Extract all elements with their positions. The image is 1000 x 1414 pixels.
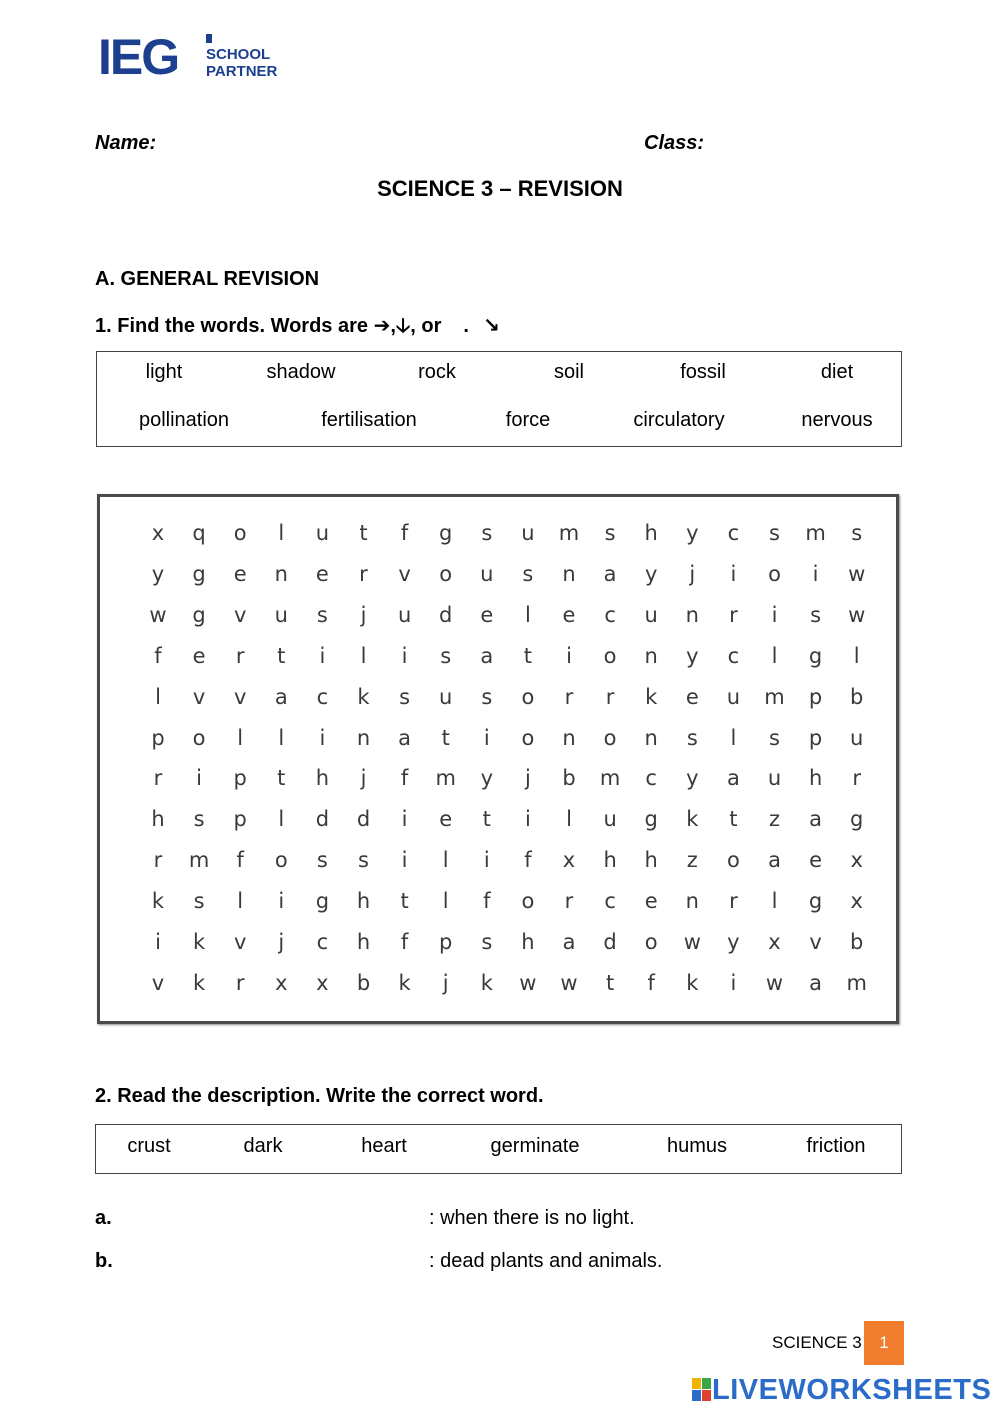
- grid-letter[interactable]: u: [850, 725, 864, 750]
- grid-letter[interactable]: l: [237, 889, 244, 914]
- school-logo: [98, 30, 298, 86]
- grid-letter[interactable]: b: [562, 766, 576, 791]
- grid-letter[interactable]: v: [233, 684, 247, 709]
- question-1-text: 1. Find the words. Words are: [95, 315, 374, 337]
- grid-letter[interactable]: s: [193, 889, 205, 914]
- grid-letter[interactable]: a: [768, 848, 781, 873]
- grid-letter[interactable]: t: [482, 807, 491, 832]
- question-1-dot: .: [463, 315, 469, 337]
- grid-letter[interactable]: s: [399, 684, 411, 709]
- grid-letter[interactable]: r: [235, 970, 245, 995]
- grid-letter[interactable]: s: [193, 807, 205, 832]
- grid-letter[interactable]: d: [603, 930, 617, 954]
- grid-letter[interactable]: u: [644, 602, 658, 627]
- grid-letter[interactable]: p: [808, 684, 823, 709]
- grid-letter[interactable]: n: [274, 561, 288, 586]
- grid-letter[interactable]: t: [605, 970, 615, 995]
- grid-letter[interactable]: k: [686, 970, 699, 995]
- grid-letter[interactable]: v: [233, 602, 247, 627]
- grid-letter[interactable]: u: [397, 602, 412, 627]
- grid-letter[interactable]: f: [483, 889, 491, 914]
- grid-letter[interactable]: o: [726, 848, 740, 873]
- bank-word: soil: [553, 361, 585, 383]
- grid-letter[interactable]: l: [771, 889, 778, 914]
- grid-letter[interactable]: l: [442, 848, 449, 873]
- grid-letter[interactable]: c: [604, 889, 616, 914]
- grid-letter[interactable]: e: [315, 561, 329, 586]
- grid-letter[interactable]: c: [645, 766, 657, 791]
- grid-letter[interactable]: n: [356, 725, 371, 750]
- grid-letter[interactable]: j: [689, 561, 696, 586]
- grid-letter[interactable]: s: [522, 561, 534, 586]
- grid-letter[interactable]: m: [188, 848, 210, 873]
- grid-letter[interactable]: d: [439, 602, 453, 627]
- grid-letter[interactable]: y: [727, 930, 740, 954]
- grid-letter[interactable]: p: [808, 725, 823, 750]
- grid-letter[interactable]: o: [768, 561, 781, 586]
- grid-letter[interactable]: v: [192, 684, 206, 709]
- bank-word: friction: [806, 1135, 866, 1157]
- grid-letter[interactable]: i: [319, 643, 326, 668]
- grid-letter[interactable]: s: [481, 684, 493, 709]
- grid-letter[interactable]: d: [315, 807, 330, 832]
- grid-letter[interactable]: k: [193, 970, 206, 995]
- grid-letter[interactable]: n: [562, 561, 576, 586]
- grid-letter[interactable]: v: [809, 930, 822, 954]
- grid-letter[interactable]: o: [274, 848, 288, 873]
- logo-brand: IEG: [98, 29, 179, 85]
- bank-word: fertilisation: [321, 409, 417, 431]
- grid-letter[interactable]: l: [524, 602, 531, 627]
- grid-letter[interactable]: b: [850, 930, 864, 954]
- grid-letter[interactable]: c: [727, 521, 740, 545]
- grid-letter[interactable]: o: [521, 725, 535, 750]
- question-2-prompt: 2. Read the description. Write the correct word.: [95, 1085, 544, 1107]
- grid-letter[interactable]: b: [850, 684, 864, 709]
- grid-letter[interactable]: w: [519, 970, 537, 995]
- grid-letter[interactable]: i: [730, 561, 737, 586]
- grid-letter[interactable]: r: [852, 766, 862, 791]
- grid-letter[interactable]: x: [316, 970, 329, 995]
- grid-letter[interactable]: f: [400, 766, 409, 791]
- grid-letter[interactable]: i: [483, 725, 490, 750]
- grid-letter[interactable]: w: [765, 970, 784, 995]
- grid-letter[interactable]: p: [233, 807, 247, 832]
- grid-letter[interactable]: m: [599, 766, 621, 791]
- grid-letter[interactable]: v: [151, 970, 165, 995]
- grid-letter[interactable]: k: [686, 807, 699, 832]
- grid-letter[interactable]: f: [524, 848, 532, 873]
- grid-letter[interactable]: h: [521, 930, 535, 954]
- grid-letter[interactable]: l: [278, 521, 285, 545]
- grid-letter[interactable]: a: [562, 930, 576, 954]
- grid-letter[interactable]: l: [360, 643, 367, 668]
- grid-letter[interactable]: k: [193, 930, 206, 954]
- grid-letter[interactable]: l: [771, 643, 778, 668]
- arrow-down-icon: 🡣: [395, 313, 411, 337]
- grid-letter[interactable]: l: [278, 725, 285, 750]
- grid-letter[interactable]: s: [440, 643, 452, 668]
- grid-letter[interactable]: h: [603, 848, 617, 873]
- grid-letter[interactable]: x: [275, 970, 288, 995]
- grid-letter[interactable]: i: [401, 807, 408, 832]
- grid-letter[interactable]: c: [316, 684, 329, 709]
- grid-letter[interactable]: p: [151, 725, 165, 750]
- grid-letter[interactable]: i: [730, 970, 737, 995]
- question-1-prompt: [95, 311, 500, 345]
- grid-letter[interactable]: y: [686, 643, 699, 668]
- grid-letter[interactable]: u: [521, 521, 535, 545]
- grid-letter[interactable]: h: [808, 766, 823, 791]
- grid-letter[interactable]: t: [441, 725, 450, 750]
- grid-letter[interactable]: r: [729, 602, 738, 627]
- grid-letter[interactable]: f: [400, 521, 409, 545]
- grid-letter[interactable]: g: [439, 521, 453, 545]
- grid-letter[interactable]: h: [356, 889, 371, 914]
- grid-letter[interactable]: i: [483, 848, 490, 873]
- page-number: 1: [864, 1321, 904, 1365]
- grid-letter[interactable]: y: [480, 766, 494, 791]
- liveworksheets-icon: [692, 1378, 712, 1402]
- grid-letter[interactable]: l: [730, 725, 737, 750]
- page-title: SCIENCE 3 – REVISION: [377, 176, 623, 201]
- grid-letter[interactable]: t: [277, 766, 286, 791]
- grid-letter[interactable]: f: [154, 643, 162, 668]
- grid-letter[interactable]: c: [727, 643, 740, 668]
- grid-letter[interactable]: o: [603, 725, 617, 750]
- grid-letter[interactable]: w: [560, 970, 578, 995]
- grid-letter[interactable]: s: [686, 725, 698, 750]
- grid-letter[interactable]: x: [151, 521, 165, 545]
- grid-letter[interactable]: o: [192, 725, 206, 750]
- grid-letter[interactable]: h: [644, 848, 658, 873]
- grid-letter[interactable]: t: [359, 521, 368, 545]
- bank-word: dark: [243, 1135, 283, 1157]
- grid-letter[interactable]: g: [315, 889, 330, 914]
- grid-letter[interactable]: k: [357, 684, 370, 709]
- grid-letter[interactable]: e: [685, 684, 699, 709]
- grid-letter[interactable]: r: [359, 561, 368, 586]
- grid-letter[interactable]: g: [808, 643, 823, 668]
- grid-letter[interactable]: g: [644, 807, 658, 832]
- grid-letter[interactable]: a: [726, 766, 740, 791]
- grid-letter[interactable]: s: [481, 930, 493, 954]
- grid-letter[interactable]: u: [274, 602, 288, 627]
- grid-letter[interactable]: i: [812, 561, 819, 586]
- grid-letter[interactable]: u: [726, 684, 741, 709]
- grid-letter[interactable]: m: [764, 684, 785, 709]
- grid-letter[interactable]: y: [686, 521, 699, 545]
- grid-letter[interactable]: s: [769, 521, 780, 545]
- grid-letter[interactable]: y: [151, 561, 165, 586]
- bank-word: light: [145, 361, 183, 383]
- grid-letter[interactable]: d: [356, 807, 371, 832]
- grid-letter[interactable]: o: [603, 643, 617, 668]
- grid-letter[interactable]: f: [647, 970, 655, 995]
- section-heading: A. GENERAL REVISION: [95, 268, 320, 290]
- grid-letter[interactable]: s: [316, 848, 328, 873]
- bank-word: shadow: [266, 361, 336, 383]
- grid-letter[interactable]: r: [564, 684, 574, 709]
- logo-line1: SCHOOL: [206, 46, 271, 63]
- word-search-grid: [97, 494, 899, 1024]
- grid-letter[interactable]: c: [316, 930, 329, 954]
- grid-letter[interactable]: s: [481, 521, 493, 545]
- grid-letter[interactable]: e: [562, 602, 576, 627]
- grid-letter[interactable]: t: [400, 889, 409, 914]
- grid-letter[interactable]: u: [315, 521, 330, 545]
- bank-word: crust: [127, 1135, 171, 1157]
- grid-letter[interactable]: o: [233, 521, 247, 545]
- grid-letter[interactable]: s: [769, 725, 780, 750]
- footer-subject: SCIENCE 3: [772, 1333, 862, 1352]
- grid-letter[interactable]: n: [644, 725, 658, 750]
- grid-letter[interactable]: e: [644, 889, 658, 914]
- grid-letter[interactable]: s: [851, 521, 863, 545]
- bank-word: rock: [418, 361, 456, 383]
- word-bank-1: [96, 351, 902, 447]
- bank-word: pollination: [138, 409, 230, 431]
- grid-letter[interactable]: m: [846, 970, 867, 995]
- grid-letter[interactable]: l: [155, 684, 161, 709]
- grid-letter[interactable]: w: [848, 561, 866, 586]
- grid-letter[interactable]: v: [233, 930, 247, 954]
- grid-letter[interactable]: h: [356, 930, 371, 954]
- grid-letter[interactable]: i: [566, 643, 572, 668]
- grid-letter[interactable]: g: [192, 561, 206, 586]
- grid-letter[interactable]: t: [277, 643, 286, 668]
- grid-letter[interactable]: a: [809, 807, 823, 832]
- grid-letter[interactable]: j: [360, 766, 367, 791]
- grid-letter[interactable]: k: [151, 889, 165, 914]
- class-label: Class:: [644, 132, 705, 154]
- grid-letter[interactable]: i: [155, 930, 161, 954]
- grid-letter[interactable]: n: [685, 602, 699, 627]
- grid-letter[interactable]: h: [315, 766, 330, 791]
- grid-letter[interactable]: j: [524, 766, 531, 791]
- grid-letter[interactable]: h: [644, 521, 658, 545]
- grid-letter[interactable]: g: [850, 807, 864, 832]
- grid-letter[interactable]: x: [850, 848, 863, 873]
- bank-word: humus: [666, 1135, 728, 1157]
- grid-letter[interactable]: a: [809, 970, 823, 995]
- item-a-description: : when there is no light.: [429, 1207, 635, 1229]
- grid-letter[interactable]: h: [151, 807, 165, 832]
- grid-letter[interactable]: b: [356, 970, 371, 995]
- word-bank-2: [95, 1124, 902, 1174]
- grid-letter[interactable]: g: [808, 889, 823, 914]
- grid-letter[interactable]: r: [153, 766, 163, 791]
- grid-letter[interactable]: r: [605, 684, 615, 709]
- grid-letter[interactable]: m: [558, 521, 580, 545]
- grid-letter[interactable]: k: [398, 970, 411, 995]
- grid-letter[interactable]: i: [771, 602, 778, 627]
- grid-letter[interactable]: u: [480, 561, 494, 586]
- grid-letter[interactable]: i: [278, 889, 285, 914]
- grid-letter[interactable]: e: [192, 643, 206, 668]
- grid-letter[interactable]: t: [523, 643, 533, 668]
- grid-letter[interactable]: i: [319, 725, 326, 750]
- grid-letter[interactable]: z: [768, 807, 781, 832]
- grid-letter[interactable]: o: [521, 889, 535, 914]
- grid-letter[interactable]: a: [274, 684, 288, 709]
- grid-letter[interactable]: m: [805, 521, 826, 545]
- grid-letter[interactable]: o: [439, 561, 453, 586]
- grid-letter[interactable]: e: [809, 848, 823, 873]
- bank-word: fossil: [680, 361, 726, 383]
- grid-letter[interactable]: l: [853, 643, 860, 668]
- arrow-diagonal-icon: ↘: [482, 313, 500, 337]
- grid-letter[interactable]: l: [278, 807, 285, 832]
- name-label: Name:: [95, 132, 157, 154]
- grid-letter[interactable]: p: [233, 766, 247, 791]
- bank-word: heart: [361, 1135, 407, 1157]
- grid-letter[interactable]: r: [235, 643, 245, 668]
- comma-sep: ,: [390, 315, 396, 337]
- grid-letter[interactable]: f: [236, 848, 244, 873]
- grid-letter[interactable]: l: [566, 807, 572, 832]
- grid-letter[interactable]: l: [237, 725, 244, 750]
- grid-letter[interactable]: r: [564, 889, 574, 914]
- grid-letter[interactable]: c: [604, 602, 616, 627]
- item-b-label: b.: [95, 1250, 113, 1272]
- bank-word: force: [505, 409, 551, 431]
- grid-letter[interactable]: j: [278, 930, 285, 954]
- grid-letter[interactable]: j: [360, 602, 367, 627]
- grid-letter[interactable]: r: [153, 848, 163, 873]
- grid-letter[interactable]: e: [233, 561, 247, 586]
- grid-letter[interactable]: n: [562, 725, 576, 750]
- grid-letter[interactable]: y: [644, 561, 658, 586]
- logo-line2: PARTNER: [206, 63, 278, 80]
- grid-letter[interactable]: i: [401, 643, 408, 668]
- grid-letter[interactable]: a: [398, 725, 412, 750]
- grid-letter[interactable]: n: [644, 643, 658, 668]
- bank-word: nervous: [801, 409, 873, 431]
- grid-letter[interactable]: v: [398, 561, 411, 586]
- grid-letter[interactable]: o: [521, 684, 535, 709]
- grid-letter[interactable]: i: [196, 766, 203, 791]
- grid-letter[interactable]: e: [439, 807, 453, 832]
- item-a-label: a.: [95, 1207, 112, 1229]
- grid-letter[interactable]: x: [850, 889, 863, 914]
- grid-letter[interactable]: i: [524, 807, 531, 832]
- bank-word: circulatory: [633, 409, 725, 431]
- grid-letter[interactable]: n: [685, 889, 699, 914]
- grid-letter[interactable]: s: [604, 521, 616, 545]
- grid-letter[interactable]: u: [439, 684, 453, 709]
- grid-letter[interactable]: t: [729, 807, 738, 832]
- grid-letter[interactable]: p: [439, 930, 453, 954]
- grid-letter[interactable]: f: [400, 930, 409, 954]
- grid-letter[interactable]: a: [480, 643, 494, 668]
- grid-letter[interactable]: w: [149, 602, 167, 627]
- grid-letter[interactable]: j: [442, 970, 449, 995]
- grid-letter[interactable]: s: [316, 602, 328, 627]
- grid-letter[interactable]: w: [848, 602, 866, 627]
- grid-letter[interactable]: u: [767, 766, 782, 791]
- grid-letter[interactable]: x: [562, 848, 576, 873]
- grid-letter[interactable]: k: [480, 970, 493, 995]
- liveworksheets-text: LIVEWORKSHEETS: [712, 1374, 992, 1406]
- question-1-or: , or: [410, 315, 442, 337]
- grid-letter[interactable]: i: [401, 848, 408, 873]
- grid-letter[interactable]: e: [480, 602, 494, 627]
- grid-letter[interactable]: q: [192, 521, 206, 545]
- grid-letter[interactable]: w: [683, 930, 701, 954]
- grid-letter[interactable]: z: [686, 848, 698, 873]
- grid-letter[interactable]: s: [358, 848, 369, 873]
- grid-letter[interactable]: r: [729, 889, 738, 914]
- grid-letter[interactable]: s: [810, 602, 822, 627]
- grid-letter[interactable]: o: [644, 930, 658, 954]
- grid-letter[interactable]: x: [768, 930, 781, 954]
- grid-letter[interactable]: l: [442, 889, 449, 914]
- grid-letter[interactable]: y: [686, 766, 699, 791]
- grid-letter[interactable]: k: [645, 684, 658, 709]
- grid-letter[interactable]: a: [603, 561, 617, 586]
- arrow-right-icon: ➔: [373, 315, 391, 337]
- grid-letter[interactable]: m: [435, 766, 456, 791]
- grid-letter[interactable]: u: [603, 807, 617, 832]
- grid-letter[interactable]: g: [192, 602, 206, 627]
- bank-word: germinate: [490, 1135, 580, 1157]
- item-b-description: : dead plants and animals.: [429, 1250, 663, 1272]
- logo-mark-icon: [206, 34, 212, 43]
- bank-word: diet: [820, 361, 854, 383]
